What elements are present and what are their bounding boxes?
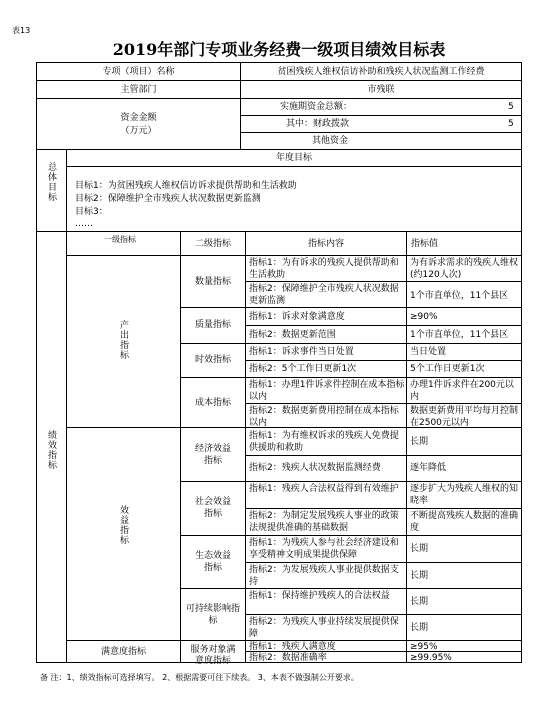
project-name-label: 专项（项目）名称	[102, 67, 175, 77]
indicator-value: 当日处置	[410, 347, 447, 357]
group-timeliness: 时效指标	[194, 355, 231, 365]
indicator-value: 1个市直单位，11个县区	[410, 291, 509, 301]
fiscal-funds-label: 其中：财政拨款	[286, 119, 350, 129]
indicator-value: 长期	[410, 571, 429, 581]
page-title: 2019年部门专项业务经费一级项目绩效目标表	[112, 40, 446, 59]
goal-3: 目标3：	[75, 207, 108, 217]
indicator-content: 指标1：残疾人合法权益得到有效维护	[249, 484, 399, 494]
indicator-content: 指标1：诉求事件当日处置	[249, 347, 354, 357]
fiscal-funds-value: 5	[508, 119, 514, 129]
indicator-content: 指标2：残疾人状况数据监测经费	[249, 463, 381, 473]
indicator-value: ≥95%	[410, 642, 438, 652]
indicator-content: 指标2：为发展残疾人事业提供数据支持	[249, 565, 399, 587]
indicator-content: 指标1：诉求对象满意度	[249, 312, 345, 322]
indicator-value: 逐步扩大为残疾人维权的知晓率	[410, 484, 519, 506]
funds-label: 资金金额	[120, 113, 157, 123]
col-level2-header: 二级指标	[194, 239, 231, 249]
indicator-content: 指标2：为制定发展残疾人事业的政策法规提供准确的基础数据	[249, 511, 399, 533]
total-funds-value: 5	[508, 102, 514, 112]
funds-unit: （万元）	[120, 126, 157, 136]
col-content-header: 指标内容	[307, 239, 344, 249]
performance-indicators-label: 绩效指标	[46, 430, 56, 470]
project-name-value: 贫困残疾人维权信访补助和残疾人状况监测工作经费	[277, 67, 485, 77]
indicator-value: 为有诉求需求的残疾人维权(约120人次)	[410, 258, 519, 280]
footnote: 备 注：1、绩效指标可选择填写。 2、根据需要可往下续表。 3、本表不做强制公开要求。	[40, 673, 359, 682]
indicator-value: 5个工作日更新1次	[410, 364, 485, 374]
group-quantity: 数量指标	[194, 277, 231, 287]
indicator-value: 1个市直单位，11个县区	[410, 330, 509, 340]
other-funds-label: 其他资金	[312, 136, 349, 146]
annual-goals-label: 年度目标	[275, 153, 312, 163]
department-value: 市残联	[367, 85, 395, 95]
group-cost: 成本指标	[194, 398, 231, 408]
indicator-content: 指标2：保障维护全市残疾人状况数据更新监测	[249, 284, 399, 306]
indicator-content: 指标2：数据准确率	[249, 653, 327, 663]
group-ecological: 生态效益指标	[194, 551, 231, 573]
indicator-content: 指标2：数据更新范围	[249, 330, 336, 340]
indicator-value: 长期	[410, 437, 429, 447]
indicator-value: 长期	[410, 623, 429, 633]
indicator-value: 办理1件诉求件在200元以内	[410, 380, 514, 402]
indicator-value: ≥90%	[410, 312, 438, 322]
department-label: 主管部门	[120, 85, 157, 95]
indicator-value: 长期	[410, 544, 429, 554]
indicator-value: 不断提高残疾人数据的准确度	[410, 511, 519, 533]
col-level1-header: 一级指标	[104, 235, 136, 244]
goal-2: 目标2：保障维护全市残疾人状况数据更新监测	[75, 194, 261, 204]
group-sustainable: 可持续影响指标	[185, 604, 240, 626]
table-number: 表13	[12, 26, 31, 35]
group-quality: 质量指标	[194, 320, 231, 330]
indicator-content: 指标1：为残疾人参与社会经济建设和享受精神文明成果提供保障	[249, 538, 399, 560]
col-value-header: 指标值	[411, 239, 439, 249]
group-economic: 经济效益指标	[194, 444, 231, 466]
indicator-value: ≥99.95%	[410, 653, 452, 663]
indicator-value: 逐年降低	[410, 463, 447, 473]
category-benefit: 效益指标	[118, 505, 128, 545]
indicator-content: 指标1：残疾人满意度	[249, 642, 336, 652]
group-service-satisfaction: 服务对象满意度指标	[190, 645, 236, 666]
category-satisfaction: 满意度指标	[100, 647, 146, 657]
indicator-value: 长期	[410, 597, 429, 607]
indicator-content: 指标1：办理1件诉求件控制在成本指标以内	[249, 380, 405, 402]
indicator-value: 数据更新费用平均每月控制在2500元以内	[410, 406, 519, 428]
goal-ellipsis: ……	[75, 219, 93, 229]
group-social: 社会效益指标	[194, 497, 231, 519]
indicator-content: 指标1：为有维权诉求的残疾人免费提供援助和救助	[249, 431, 399, 453]
category-output: 产出指标	[118, 320, 128, 360]
indicator-content: 指标1：保持维护残疾人的合法权益	[249, 591, 390, 601]
indicator-content: 指标2：5个工作日更新1次	[249, 364, 357, 374]
goal-1: 目标1：为贫困残疾人维权信访诉求提供帮助和生活救助	[75, 181, 297, 191]
overall-goals-label: 总体目标	[46, 162, 56, 202]
indicator-content: 指标2：为残疾人事业持续发展提供保障	[249, 617, 399, 639]
indicator-content: 指标2：数据更新费用控制在成本指标以内	[249, 406, 399, 428]
indicator-content: 指标1：为有诉求的残疾人提供帮助和生活救助	[249, 258, 399, 280]
total-funds-label: 实施期资金总额：	[280, 102, 353, 112]
